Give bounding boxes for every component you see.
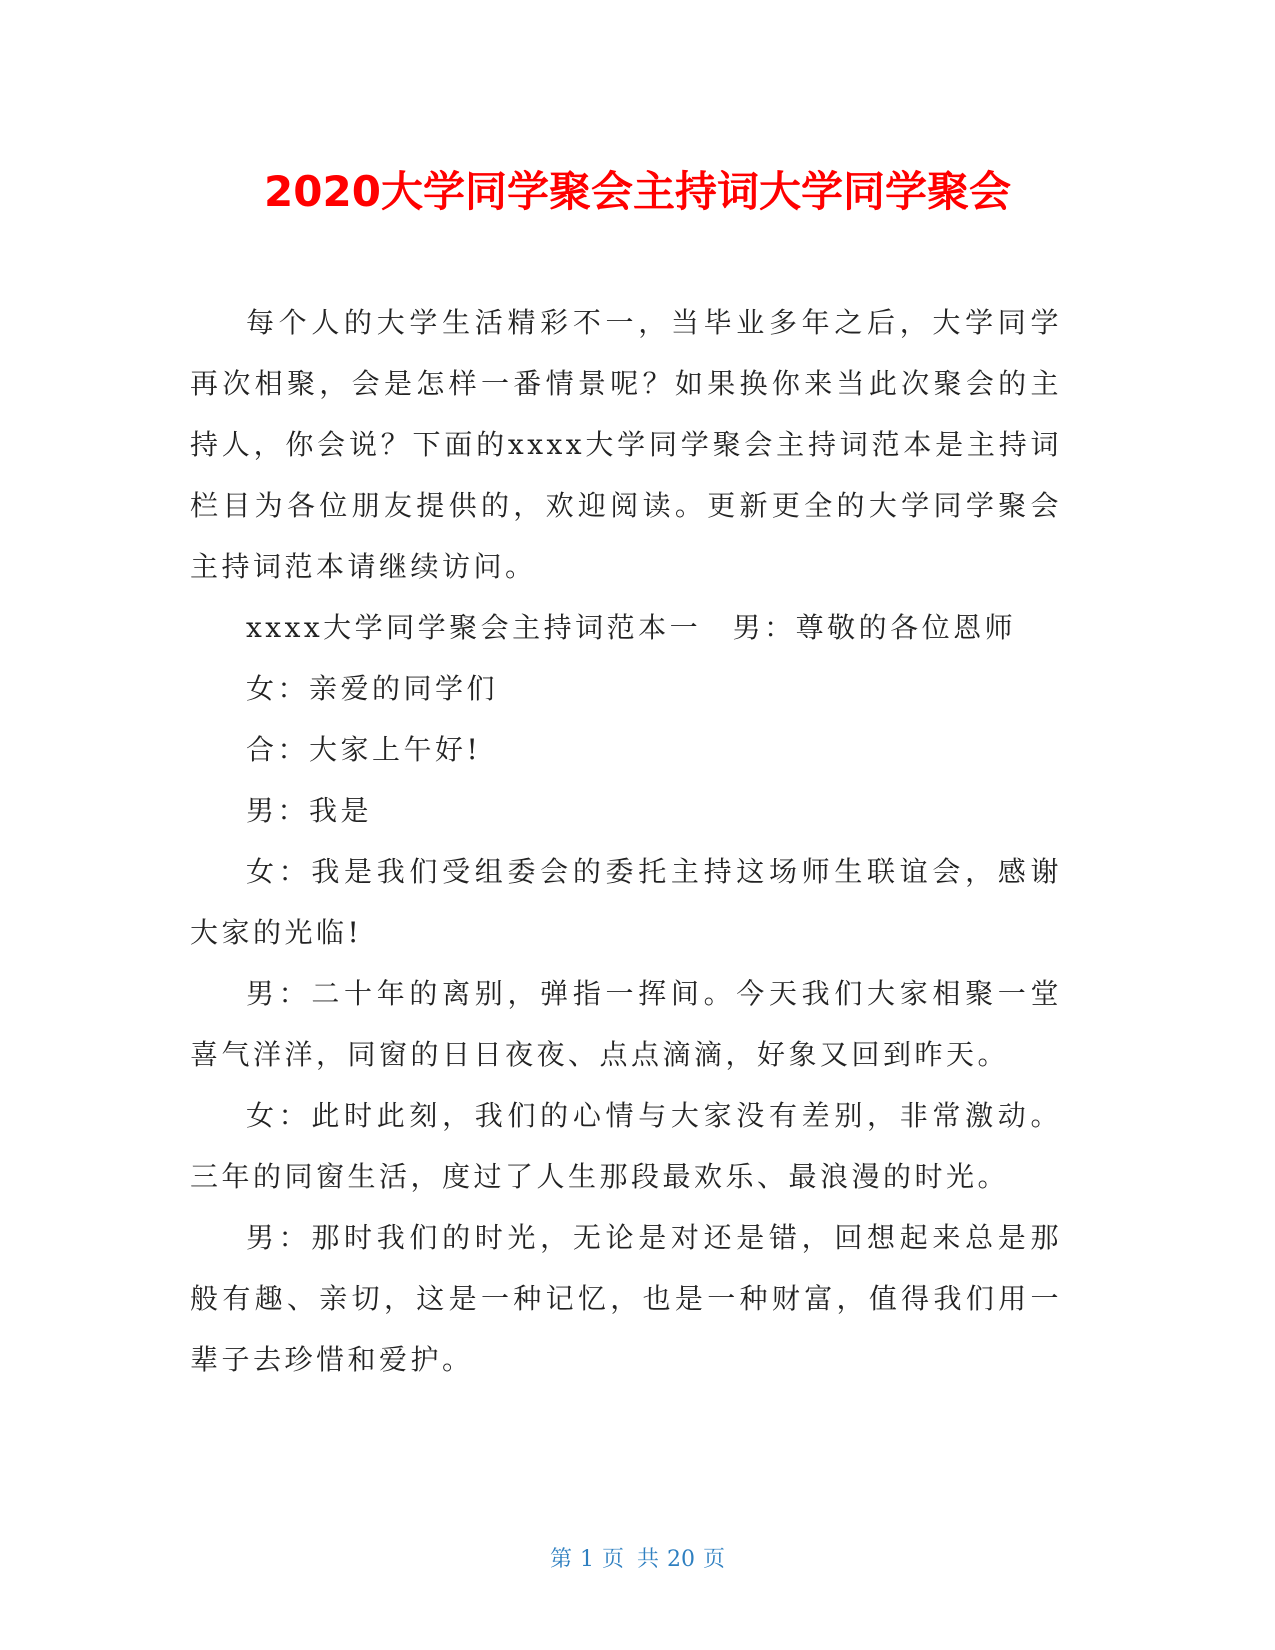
paragraph-dialogue: 女：我是我们受组委会的委托主持这场师生联谊会，感谢大家的光临! — [190, 855, 1062, 949]
page-number-footer — [0, 1542, 1275, 1573]
paragraph-heading: xxxx大学同学聚会主持词范本一 男：尊敬的各位恩师 — [246, 611, 1017, 644]
paragraph-dialogue: 男：二十年的离别，弹指一挥间。今天我们大家相聚一堂喜气洋洋，同窗的日日夜夜、点点滴滴，好象又回到昨天。 — [190, 977, 1062, 1071]
footer-total-pages: 20 — [667, 1547, 695, 1572]
paragraph-dialogue: 女：此时此刻，我们的心情与大家没有差别，非常激动。三年的同窗生活，度过了人生那段最欢乐、最浪漫的时光。 — [190, 1099, 1062, 1193]
paragraph-dialogue: 男：我是 — [246, 794, 373, 827]
footer-middle: 页 共 — [602, 1547, 659, 1572]
document-body — [190, 292, 1062, 1390]
paragraph-dialogue: 男：那时我们的时光，无论是对还是错，回想起来总是那般有趣、亲切，这是一种记忆，也是一种财富，值得我们用一辈子去珍惜和爱护。 — [190, 1221, 1062, 1376]
paragraph-dialogue: 合：大家上午好! — [246, 733, 482, 766]
paragraph-intro: 每个人的大学生活精彩不一，当毕业多年之后，大学同学再次相聚，会是怎样一番情景呢？如果换你来当此次聚会的主持人，你会说？下面的xxxx大学同学聚会主持词范本是主持词栏目为各位朋友提供的，欢迎阅读。更新更全的大学同学聚会主持词范本请继续访问。 — [190, 306, 1062, 583]
footer-prefix: 第 — [549, 1547, 572, 1572]
footer-page-number: 1 — [580, 1547, 594, 1572]
document-title: 2020大学同学聚会主持词大学同学聚会 — [264, 167, 1011, 216]
paragraph-dialogue: 女：亲爱的同学们 — [246, 672, 499, 705]
footer-suffix: 页 — [703, 1547, 726, 1572]
